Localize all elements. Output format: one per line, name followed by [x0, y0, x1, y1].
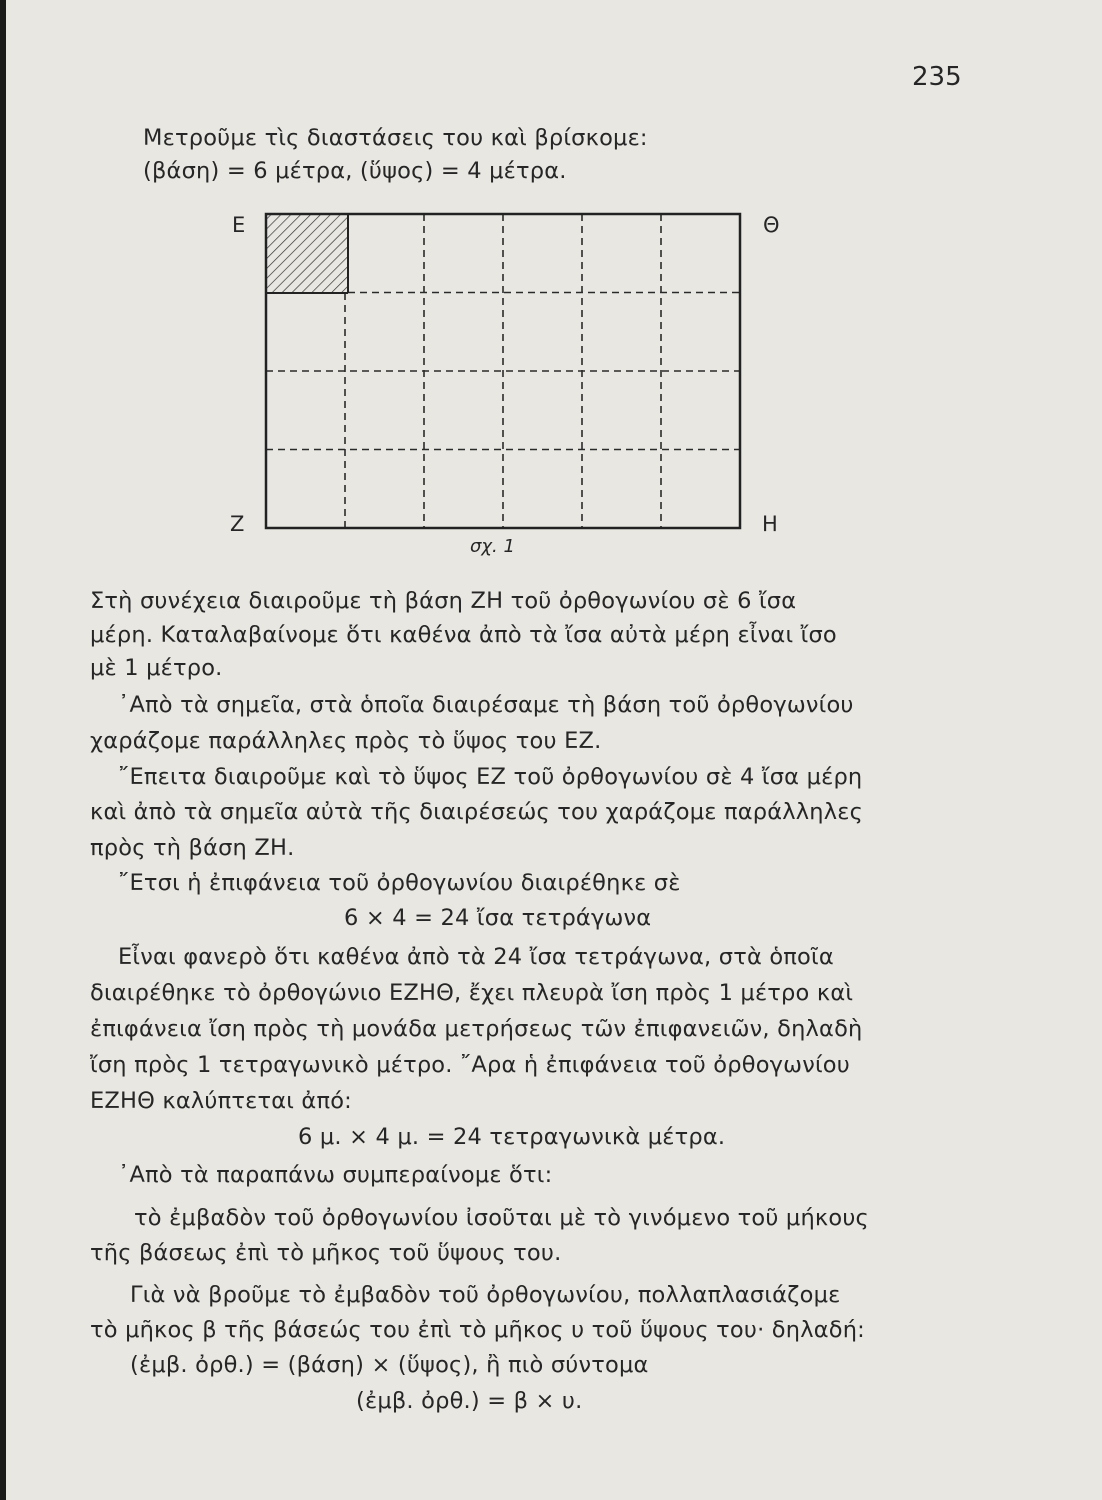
- intro-line-1: Μετροῦμε τὶς διαστάσεις του καὶ βρίσκομε:: [143, 125, 648, 151]
- paragraph-line: Γιὰ νὰ βροῦμε τὸ ἐμβαδὸν τοῦ ὀρθογωνίου, πολλαπλασιάζομε: [130, 1282, 841, 1308]
- paragraph-line: ᾿Απὸ τὰ παραπάνω συμπεραίνομε ὅτι:: [118, 1162, 553, 1188]
- paragraph-line: τὸ μῆκος β τῆς βάσεώς του ἐπὶ τὸ μῆκος υ τοῦ ὕψους του· δηλαδή:: [90, 1317, 865, 1343]
- page-number: 235: [912, 62, 962, 92]
- rule-line: τὸ ἐμβαδὸν τοῦ ὀρθογωνίου ἰσοῦται μὲ τὸ γινόμενο τοῦ μήκους: [134, 1205, 869, 1231]
- paragraph-line: μέρη. Καταλαβαίνομε ὅτι καθένα ἀπὸ τὰ ἴσα αὐτὰ μέρη εἶναι ἴσο: [90, 622, 837, 648]
- formula-line: (ἐμβ. ὀρθ.) = (βάση) × (ὕψος), ἢ πιὸ σύντομα: [130, 1352, 649, 1378]
- paragraph-line: πρὸς τὴ βάση ΖΗ.: [90, 835, 295, 861]
- equation-line: 6 × 4 = 24 ἴσα τετράγωνα: [344, 905, 652, 931]
- paragraph-line: ΕΖΗΘ καλύπτεται ἀπό:: [90, 1088, 352, 1114]
- equation-line: 6 μ. × 4 μ. = 24 τετραγωνικὰ μέτρα.: [298, 1124, 726, 1150]
- vertex-label-theta: Θ: [763, 213, 780, 237]
- figure-caption: σχ. 1: [470, 536, 515, 557]
- paragraph-line: χαράζομε παράλληλες πρὸς τὸ ὕψος του ΕΖ.: [90, 728, 602, 754]
- paragraph-line: Στὴ συνέχεια διαιροῦμε τὴ βάση ΖΗ τοῦ ὀρθογωνίου σὲ 6 ἴσα: [90, 588, 797, 614]
- vertex-label-eta: Η: [762, 512, 778, 536]
- intro-line-2: (βάση) = 6 μέτρα, (ὕψος) = 4 μέτρα.: [143, 158, 567, 184]
- formula-line: (ἐμβ. ὀρθ.) = β × υ.: [356, 1388, 583, 1414]
- vertex-label-e: Ε: [232, 213, 246, 237]
- shaded-unit-square: [267, 215, 349, 293]
- paragraph-line: ᾿Απὸ τὰ σημεῖα, στὰ ὁποῖα διαιρέσαμε τὴ βάση τοῦ ὀρθογωνίου: [118, 692, 854, 718]
- paragraph-line: Εἶναι φανερὸ ὅτι καθένα ἀπὸ τὰ 24 ἴσα τετράγωνα, στὰ ὁποῖα: [118, 944, 834, 970]
- paragraph-line: μὲ 1 μέτρο.: [90, 655, 223, 681]
- paragraph-line: ἐπιφάνεια ἴση πρὸς τὴ μονάδα μετρήσεως τῶν ἐπιφανειῶν, δηλαδὴ: [90, 1016, 863, 1042]
- paragraph-line: διαιρέθηκε τὸ ὀρθογώνιο ΕΖΗΘ, ἔχει πλευρὰ ἴση πρὸς 1 μέτρο καὶ: [90, 980, 854, 1006]
- paragraph-line: ῎Ετσι ἡ ἐπιφάνεια τοῦ ὀρθογωνίου διαιρέθηκε σὲ: [118, 870, 681, 896]
- rule-line: τῆς βάσεως ἐπὶ τὸ μῆκος τοῦ ὕψους του.: [90, 1240, 562, 1266]
- paragraph-line: ἴση πρὸς 1 τετραγωνικὸ μέτρο. ῎Αρα ἡ ἐπιφάνεια τοῦ ὀρθογωνίου: [90, 1052, 850, 1078]
- vertex-label-z: Ζ: [230, 512, 245, 536]
- paragraph-line: καὶ ἀπὸ τὰ σημεῖα αὐτὰ τῆς διαιρέσεώς του χαράζομε παράλληλες: [90, 799, 864, 825]
- paragraph-line: ῎Επειτα διαιροῦμε καὶ τὸ ὕψος ΕΖ τοῦ ὀρθογωνίου σὲ 4 ἴσα μέρη: [118, 764, 863, 790]
